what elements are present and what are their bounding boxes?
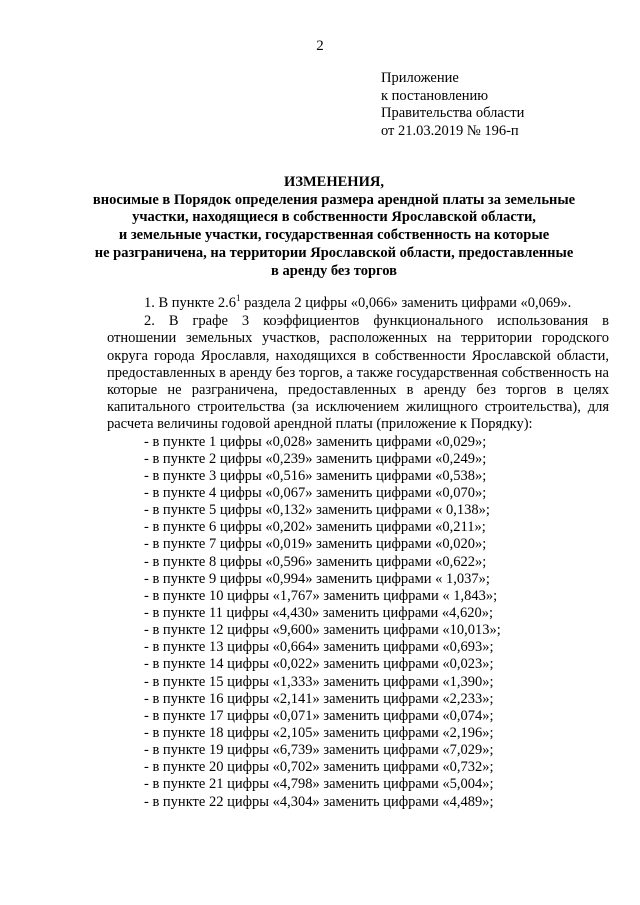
- list-item: - в пункте 16 цифры «2,141» заменить цифрами «2,233»;: [144, 690, 494, 707]
- list-item: - в пункте 14 цифры «0,022» заменить цифрами «0,023»;: [144, 656, 494, 673]
- list-item: - в пункте 10 цифры «1,767» заменить цифрами « 1,843»;: [144, 587, 498, 604]
- appendix-line: к постановлению: [381, 87, 489, 104]
- document-body: [107, 295, 609, 811]
- paragraph-1: [107, 295, 609, 312]
- list-item: - в пункте 3 цифры «0,516» заменить цифрами «0,538»;: [144, 467, 487, 484]
- appendix-line: Правительства области: [381, 105, 525, 121]
- document-heading: [60, 174, 608, 280]
- list-item: - в пункте 20 цифры «0,702» заменить цифрами «0,732»;: [144, 759, 494, 776]
- list-item: - в пункте 9 цифры «0,994» заменить цифрами « 1,037»;: [144, 570, 490, 587]
- list-item: - в пункте 7 цифры «0,019» заменить цифрами «0,020»;: [144, 536, 487, 553]
- paragraph-1-superscript: 1: [235, 293, 241, 304]
- list-item: - в пункте 15 цифры «1,333» заменить цифрами «1,390»;: [144, 673, 494, 690]
- heading-line: и земельные участки, государственная собственность на которые: [118, 227, 550, 244]
- list-item: - в пункте 4 цифры «0,067» заменить цифрами «0,070»;: [144, 485, 487, 502]
- list-item: - в пункте 8 цифры «0,596» заменить цифрами «0,622»;: [144, 553, 487, 570]
- heading-line: участки, находящиеся в собственности Ярославской области,: [132, 209, 536, 226]
- changes-list: [107, 434, 609, 811]
- paragraph-1-start: 1. В пункте 2.6: [144, 295, 236, 311]
- heading-line: вносимые в Порядок определения размера арендной платы за земельные: [92, 191, 576, 208]
- list-item: - в пункте 17 цифры «0,071» заменить цифрами «0,074»;: [144, 707, 494, 724]
- list-item: - в пункте 13 цифры «0,664» заменить цифрами «0,693»;: [144, 639, 494, 656]
- paragraph-2: 2. В графе 3 коэффициентов функционального использования в отношении земельных участков, расположенных на территории городского округа города Ярославля, находящихся в собственности Ярославской области, предоставленных в аренду без торгов, а также государственная собственность на которые не разграничена, предоставленных в аренду без торгов в целях капитального строительства (за исключением жилищного строительства), для расчета величины годовой арендной платы (приложение к Порядку):: [107, 313, 609, 433]
- appendix-block: [381, 70, 524, 140]
- list-item: - в пункте 1 цифры «0,028» заменить цифрами «0,029»;: [144, 433, 487, 450]
- list-item: - в пункте 18 цифры «2,105» заменить цифрами «2,196»;: [144, 725, 494, 742]
- list-item: - в пункте 22 цифры «4,304» заменить цифрами «4,489»;: [144, 793, 494, 810]
- heading-title: ИЗМЕНЕНИЯ,: [284, 174, 384, 190]
- appendix-line: от 21.03.2019 № 196-п: [381, 122, 519, 139]
- heading-line: не разграничена, на территории Ярославской области, предоставленные: [94, 244, 574, 261]
- appendix-line: Приложение: [381, 70, 459, 86]
- list-item: - в пункте 11 цифры «4,430» заменить цифрами «4,620»;: [144, 605, 493, 622]
- list-item: - в пункте 21 цифры «4,798» заменить цифрами «5,004»;: [144, 776, 494, 793]
- page-number: 2: [316, 38, 324, 54]
- list-item: - в пункте 5 цифры «0,132» заменить цифрами « 0,138»;: [144, 502, 490, 519]
- paragraph-1-end: раздела 2 цифры «0,066» заменить цифрами «0,069».: [240, 295, 572, 311]
- list-item: - в пункте 2 цифры «0,239» заменить цифрами «0,249»;: [144, 450, 487, 467]
- list-item: - в пункте 12 цифры «9,600» заменить цифрами «10,013»;: [144, 622, 501, 639]
- heading-line: в аренду без торгов: [271, 262, 397, 279]
- list-item: - в пункте 19 цифры «6,739» заменить цифрами «7,029»;: [144, 742, 494, 759]
- list-item: - в пункте 6 цифры «0,202» заменить цифрами «0,211»;: [144, 519, 486, 536]
